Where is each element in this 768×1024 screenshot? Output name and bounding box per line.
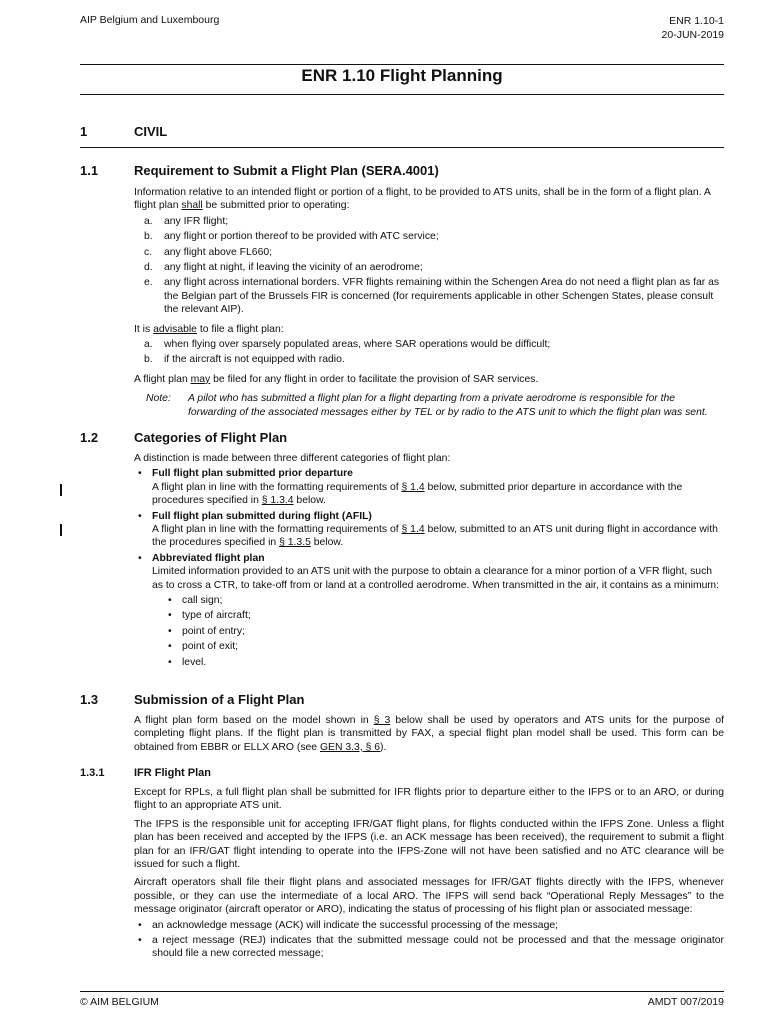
section-rule (80, 147, 724, 148)
section-link[interactable]: § 1.3.4 (261, 495, 294, 507)
list-text: when flying over sparsely populated areas, where SAR operations would be difficult; (164, 339, 551, 351)
text: A flight plan in line with the formatting requirements of (152, 481, 402, 493)
section-1-3-1-body (134, 786, 724, 963)
category-title: Abbreviated flight plan (152, 552, 265, 564)
section-1-3-1-heading (80, 767, 211, 779)
paragraph: Aircraft operators shall file their flight plans and associated messages for IFR/GAT flights directly with the IFPS, whenever possible, or they can use the intermediate of a local ARO. The IFPS will send back “Operational Reply Messages” to the message originator (aircraft operator or ARO), indicating the status of processing of his flight plan or associated message: (134, 877, 724, 916)
category-text: Limited information provided to an ATS unit with the purpose to obtain a clearance for a minor portion of a VFR flight, such as to cross a CTR, to take-off from or land at a controlled aerodrome. When transmitted in the air, it contains as a minimum: (152, 566, 719, 591)
list-item (134, 276, 724, 316)
category-title: Full flight plan submitted prior departure (152, 468, 353, 480)
reply-message-list (134, 919, 724, 961)
note-text: A pilot who has submitted a flight plan for a flight departing from a private aerodrome is responsible for the forwarding of the associated messages either by TEL or by radio to the ATS unit to which the flight plan was sent. (188, 393, 708, 418)
page-title: ENR 1.10 Flight Planning (301, 66, 503, 85)
list-item (134, 261, 724, 274)
paragraph (134, 714, 724, 754)
note (134, 392, 724, 419)
paragraph (134, 186, 724, 213)
text: A flight plan form based on the model shown in (134, 715, 374, 726)
list-item: • an acknowledge message (ACK) will indicate the successful processing of the message; (134, 919, 724, 932)
list-text: any flight across international borders. VFR flights remaining within the Schengen Area do not need a flight plan as far as the Belgian part of the Brussels FIR is concerned (for requirements applicable in other Schengen States, please consult the relevant AIP). (164, 277, 720, 316)
section-number: 1.1 (80, 163, 99, 178)
list-letter: b. (144, 354, 153, 366)
section-1-3-heading (80, 692, 304, 707)
section-1-2-heading (80, 430, 287, 445)
header-date: 20-JUN-2019 (661, 29, 724, 41)
paragraph: The IFPS is the responsible unit for accepting IFR/GAT flight plans, for flights conducted within the IFPS Zone. Unless a flight plan has been received and accepted by the IFPS (i.e. an ACK message has been received), the requirement to submit a flight plan for an IFR/GAT flight intending to operate into the IFPS-Zone will not have been satisfied and no ATC clearance will be issued for such a flight. (134, 818, 724, 871)
change-bar (60, 484, 62, 496)
section-number: 1.3.1 (80, 767, 105, 779)
section-link[interactable]: § 3 (373, 715, 391, 726)
list-item (134, 552, 724, 669)
text: below, submitted prior departure in accordance with the procedures specified in (152, 481, 683, 507)
section-1-1-body (134, 186, 724, 419)
section-label: Categories of Flight Plan (134, 430, 288, 445)
category-text (152, 482, 682, 506)
title-top-rule (80, 64, 724, 65)
list-item (134, 215, 724, 228)
list-item (134, 353, 724, 366)
section-1-3-body (134, 714, 724, 754)
change-bar (60, 524, 62, 536)
text: Information relative to an intended flight or portion of a flight, to be provided to ATS units, shall be in the form of a flight plan. A flight plan (134, 187, 711, 212)
section-1-2-body (134, 452, 724, 671)
list-item: • type of aircraft; (152, 609, 724, 622)
header-reference (662, 14, 724, 42)
text: A flight plan (134, 373, 191, 385)
list-item: • level. (152, 656, 724, 669)
section-label: CIVIL (134, 124, 168, 139)
list-item (134, 510, 724, 550)
text: below, submitted to an ATS unit during flight in accordance with the procedures specified in (152, 524, 718, 549)
header-aip-title: AIP Belgium and Luxembourg (80, 14, 220, 26)
section-link[interactable]: GEN 3.3, § 6 (319, 741, 381, 753)
section-link[interactable]: § 1.4 (401, 481, 425, 493)
list-letter: d. (144, 262, 153, 274)
note-label: Note: (146, 393, 171, 405)
underlined-text: may (190, 373, 211, 385)
section-label: IFR Flight Plan (134, 767, 211, 779)
section-1-1-heading (80, 163, 439, 178)
text: A flight plan in line with the formatting requirements of (152, 524, 402, 536)
section-number: 1.2 (80, 430, 99, 445)
section-number: 1 (80, 124, 88, 139)
paragraph (134, 373, 724, 386)
list-letter: e. (144, 277, 153, 289)
list-item (134, 230, 724, 243)
text: ). (380, 741, 387, 753)
list-item: • point of entry; (152, 625, 724, 638)
list-text: if the aircraft is not equipped with radio. (164, 354, 345, 366)
list-item: • call sign; (152, 594, 724, 607)
list-text: any flight or portion thereof to be provided with ATC service; (164, 231, 439, 243)
header-page-ref: ENR 1.10-1 (669, 15, 724, 27)
list-letter: c. (144, 246, 153, 258)
paragraph: A distinction is made between three different categories of flight plan: (134, 453, 451, 464)
section-1-heading (80, 124, 167, 139)
text: be submitted prior to operating: (202, 200, 350, 212)
section-label: Requirement to Submit a Flight Plan (SERA.4001) (134, 163, 439, 178)
list-text: any flight at night, if leaving the vicinity of an aerodrome; (164, 262, 423, 274)
list-text: any flight above FL660; (164, 246, 273, 258)
requirement-list (134, 215, 724, 317)
text: below. (310, 537, 344, 549)
list-item (134, 338, 724, 351)
footer-rule (80, 991, 724, 992)
category-text (152, 524, 718, 548)
section-link[interactable]: § 1.3.5 (279, 537, 311, 549)
list-text: any IFR flight; (164, 215, 229, 227)
minimum-info-list (152, 594, 724, 669)
underlined-text: advisable (153, 323, 197, 335)
text: below. (293, 495, 326, 507)
category-title: Full flight plan submitted during flight (AFIL) (152, 510, 372, 522)
section-link[interactable]: § 1.4 (401, 524, 425, 536)
text: below shall be used by operators and ATS units for the purpose of completing flight plans. If the flight plan is transmitted by FAX, a special flight plan model shall be used. This form can be obtained from EBBR or ELLX ARO (see (134, 715, 724, 753)
paragraph (134, 323, 724, 336)
text: It is (134, 323, 154, 335)
footer-copyright: © AIM BELGIUM (80, 996, 159, 1008)
list-item (134, 467, 724, 507)
title-bottom-rule (80, 94, 724, 95)
underlined-text: shall (181, 200, 203, 212)
list-item: • a reject message (REJ) indicates that the submitted message could not be processed and that the message originator should file a new corrected message; (134, 934, 724, 961)
footer-amendment: AMDT 007/2019 (647, 996, 724, 1008)
list-item (134, 246, 724, 259)
text: to file a flight plan: (196, 323, 284, 335)
section-number: 1.3 (80, 692, 99, 707)
list-item: • point of exit; (152, 640, 724, 653)
list-letter: a. (144, 339, 153, 351)
category-list (134, 467, 724, 669)
text: be filed for any flight in order to facilitate the provision of SAR services. (210, 373, 539, 385)
list-letter: b. (144, 231, 153, 243)
paragraph: Except for RPLs, a full flight plan shall be submitted for IFR flights prior to departure either to the IFPS or to an ARO, or during flight to an appropriate ATS unit. (134, 787, 724, 812)
section-label: Submission of a Flight Plan (134, 692, 305, 707)
advisable-list (134, 338, 724, 367)
list-letter: a. (144, 215, 153, 227)
